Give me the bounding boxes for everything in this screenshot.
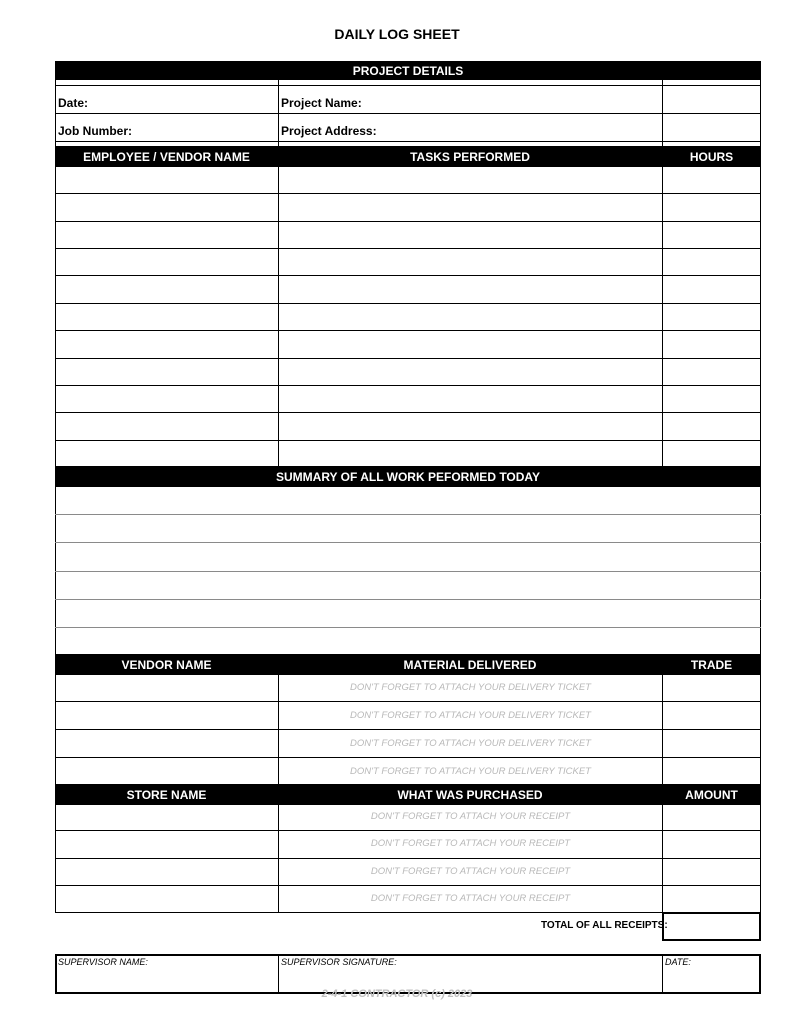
hours-cell[interactable]	[663, 304, 761, 329]
delivery-ticket-hint: DON'T FORGET TO ATTACH YOUR DELIVERY TICKET	[350, 766, 591, 777]
total-receipts-label: TOTAL OF ALL RECEIPTS:	[541, 920, 668, 931]
employee-name-cell[interactable]	[56, 359, 278, 384]
page-title: DAILY LOG SHEET	[334, 26, 460, 42]
employee-name-cell[interactable]	[56, 331, 278, 356]
project-details-header	[55, 61, 761, 80]
task-cell[interactable]	[279, 359, 662, 384]
project-name-label: Project Name:	[281, 96, 362, 110]
employee-name-cell[interactable]	[56, 249, 278, 274]
summary-line[interactable]	[56, 515, 760, 541]
store-name-header: STORE NAME	[126, 787, 207, 802]
task-cell[interactable]	[279, 331, 662, 356]
receipt-hint: DON'T FORGET TO ATTACH YOUR RECEIPT	[370, 811, 571, 822]
hours-cell[interactable]	[663, 249, 761, 274]
hours-cell[interactable]	[663, 359, 761, 384]
summary-header	[55, 467, 761, 486]
summary-line[interactable]	[56, 628, 760, 654]
summary-header-text: SUMMARY OF ALL WORK PEFORMED TODAY	[275, 469, 540, 484]
what-was-purchased-header: WHAT WAS PURCHASED	[397, 787, 543, 802]
employee-name-cell[interactable]	[56, 222, 278, 247]
receipt-hint: DON'T FORGET TO ATTACH YOUR RECEIPT	[370, 838, 571, 849]
project-address-field[interactable]	[385, 114, 660, 141]
hours-cell[interactable]	[663, 441, 761, 466]
job-number-field[interactable]	[140, 114, 276, 141]
total-receipts-field[interactable]	[662, 912, 761, 941]
summary-line[interactable]	[56, 600, 760, 626]
material-delivered-header: MATERIAL DELIVERED	[403, 657, 537, 672]
supervisor-signature-label: SUPERVISOR SIGNATURE:	[281, 957, 397, 967]
task-cell[interactable]	[279, 249, 662, 274]
task-cell[interactable]	[279, 222, 662, 247]
hours-cell[interactable]	[663, 222, 761, 247]
task-cell[interactable]	[279, 304, 662, 329]
vendor-table-header	[55, 655, 761, 674]
date-label: Date:	[58, 96, 89, 110]
task-cell[interactable]	[279, 441, 662, 466]
signature-date-label: DATE:	[665, 957, 691, 967]
vendor-name-header: VENDOR NAME	[121, 657, 212, 672]
hours-cell[interactable]	[663, 413, 761, 438]
employee-name-cell[interactable]	[56, 167, 278, 192]
hours-cell[interactable]	[663, 276, 761, 301]
task-cell[interactable]	[279, 413, 662, 438]
hours-header: HOURS	[689, 149, 734, 164]
hours-cell[interactable]	[663, 331, 761, 356]
task-cell[interactable]	[279, 167, 662, 192]
receipt-hint: DON'T FORGET TO ATTACH YOUR RECEIPT	[370, 893, 571, 904]
summary-line[interactable]	[56, 487, 760, 513]
employee-name-cell[interactable]	[56, 276, 278, 301]
employee-table-header	[55, 147, 761, 166]
employee-vendor-name-header: EMPLOYEE / VENDOR NAME	[83, 149, 250, 164]
summary-line[interactable]	[56, 543, 760, 569]
employee-name-cell[interactable]	[56, 194, 278, 219]
tasks-performed-header: TASKS PERFORMED	[410, 149, 530, 164]
supervisor-name-label: SUPERVISOR NAME:	[58, 957, 148, 967]
project-details-header-text: PROJECT DETAILS	[352, 63, 464, 78]
job-number-label: Job Number:	[58, 124, 133, 138]
hours-cell[interactable]	[663, 167, 761, 192]
employee-name-cell[interactable]	[56, 386, 278, 411]
hours-cell[interactable]	[663, 386, 761, 411]
date-field[interactable]	[100, 86, 276, 113]
project-address-label: Project Address:	[281, 124, 377, 138]
delivery-ticket-hint: DON'T FORGET TO ATTACH YOUR DELIVERY TICKET	[350, 682, 591, 693]
employee-name-cell[interactable]	[56, 441, 278, 466]
employee-name-cell[interactable]	[56, 413, 278, 438]
task-cell[interactable]	[279, 276, 662, 301]
copyright-footer: 2-4-1 CONTRACTOR (c) 2023	[321, 988, 473, 1000]
hours-cell[interactable]	[663, 194, 761, 219]
trade-header: TRADE	[690, 657, 733, 672]
project-name-field[interactable]	[370, 86, 660, 113]
employee-name-cell[interactable]	[56, 304, 278, 329]
summary-line[interactable]	[56, 572, 760, 598]
store-table-header	[55, 785, 761, 804]
receipt-hint: DON'T FORGET TO ATTACH YOUR RECEIPT	[370, 866, 571, 877]
delivery-ticket-hint: DON'T FORGET TO ATTACH YOUR DELIVERY TICKET	[350, 710, 591, 721]
amount-header: AMOUNT	[685, 787, 738, 802]
task-cell[interactable]	[279, 194, 662, 219]
task-cell[interactable]	[279, 386, 662, 411]
delivery-ticket-hint: DON'T FORGET TO ATTACH YOUR DELIVERY TICKET	[350, 738, 591, 749]
